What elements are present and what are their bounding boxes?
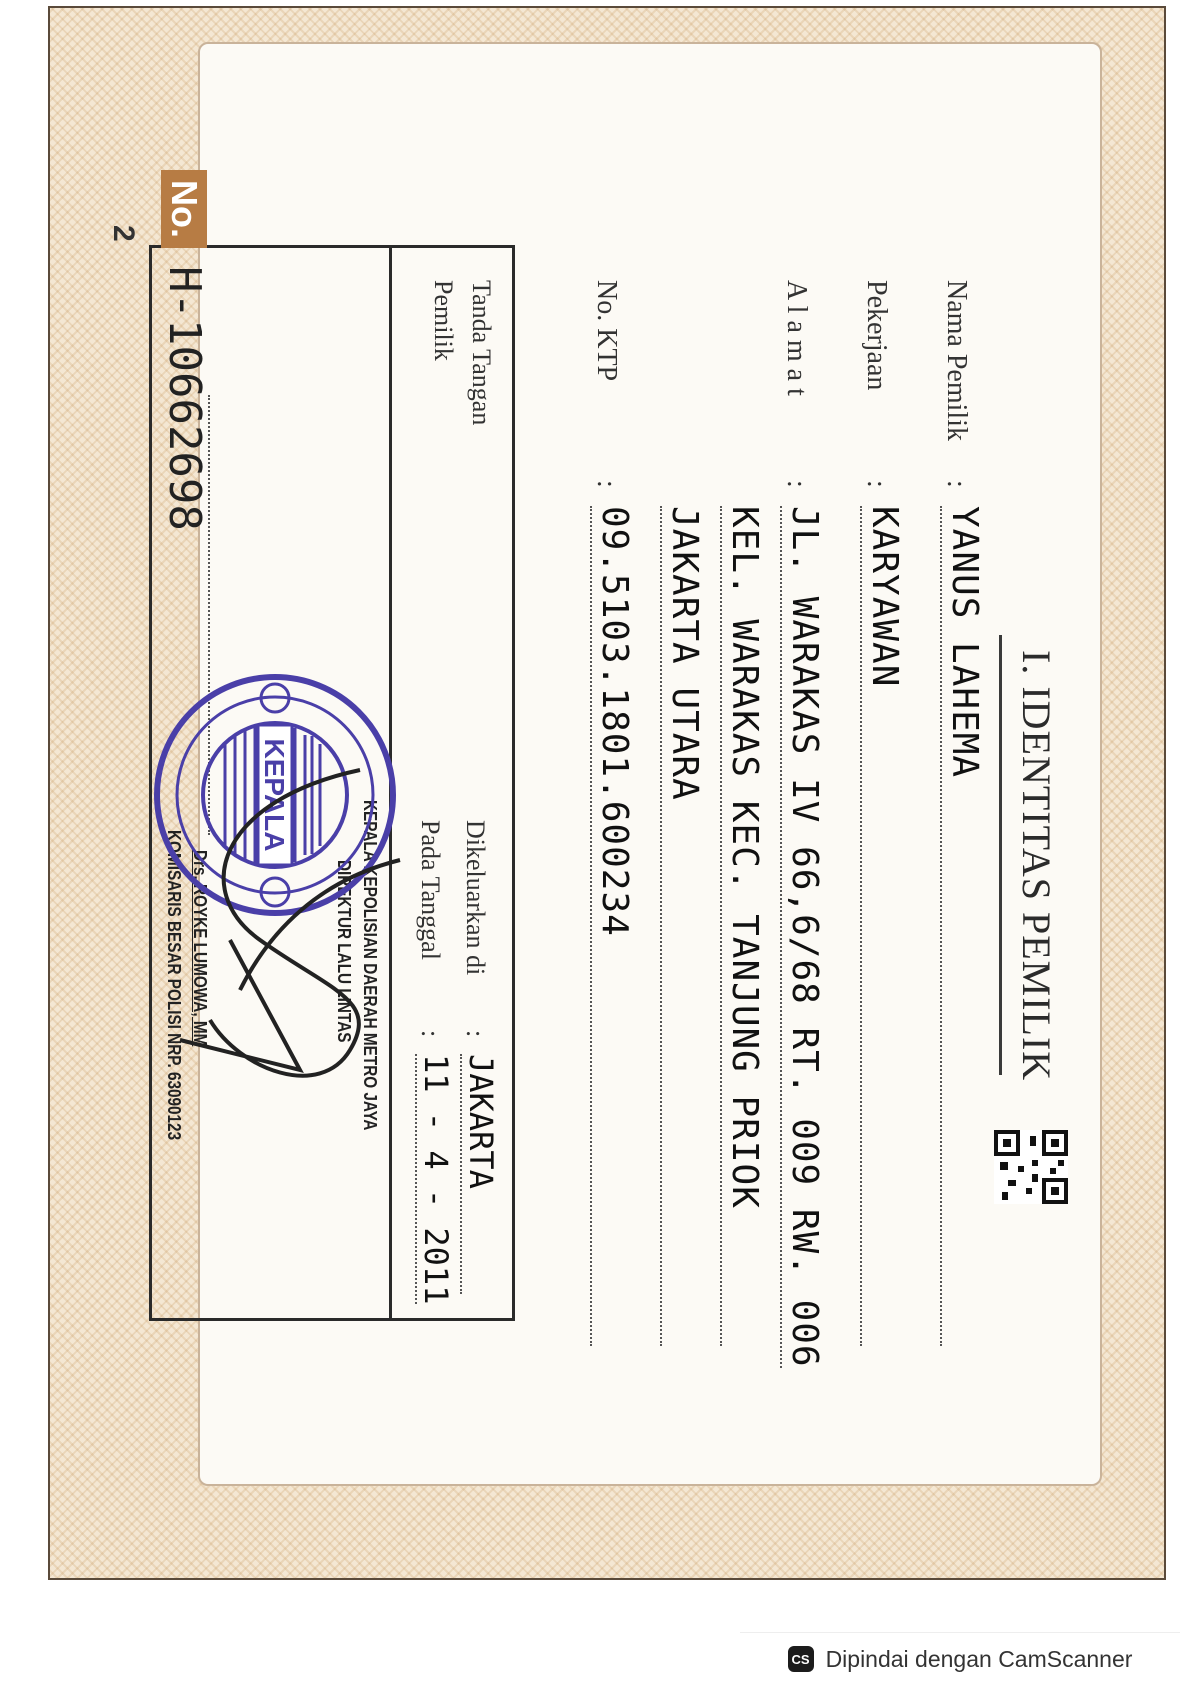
stamp-label: KEPALA [259,738,290,852]
page-number: 2 [107,225,140,242]
field-colon: : [941,480,972,488]
document-number-label: No. [162,170,208,248]
field-colon: : [416,1030,445,1038]
scanned-page [48,6,1166,1580]
official-name: Drs. ROYKE LUMOWA, MM [190,850,210,1047]
section-title: I. IDENTITAS PEMILIK [1014,650,1059,1082]
address-line-2: KEL. WARAKAS KEC. TANJUNG PRIOK [720,506,765,1346]
official-title-line2: DIREKTUR LALU LINTAS [334,860,354,1043]
field-colon: : [861,480,892,488]
camscanner-footer [740,1632,1180,1685]
signature-label-line2: Pemilik [429,280,458,361]
issued-date-label: Pada Tanggal [416,820,445,960]
document-number-value: H-10662698 [159,266,210,531]
field-label: A l a m a t [781,280,812,396]
address-line-1: JL. WARAKAS IV 66,6/68 RT. 009 RW. 006 [780,506,825,1368]
occupation-value: KARYAWAN [860,506,905,1346]
address-line-3: JAKARTA UTARA [660,506,705,1346]
owner-name-value: YANUS LAHEMA [940,506,985,1346]
issued-date-value: 11 - 4 - 2011 [417,1054,455,1305]
camscanner-text: Dipindai dengan CamScanner [825,1645,1133,1672]
field-colon: : [781,480,812,488]
field-colon: : [461,1030,490,1038]
ktp-number-value: 09.5103.1801.600234 [590,506,635,1346]
page-border [48,6,1166,1580]
official-rank: KOMISARIS BESAR POLISI NRP. 63090123 [164,830,184,1141]
issued-at-label: Dikeluarkan di [461,820,490,976]
field-label: Nama Pemilik [941,280,972,441]
field-label: Pekerjaan [861,280,892,391]
signature-label-line1: Tanda Tangan [467,280,496,426]
issued-at-value: JAKARTA [460,1054,500,1294]
official-title-line1: KEPALA KEPOLISIAN DAERAH METRO JAYA [360,800,380,1131]
field-label: No. KTP [591,280,622,382]
camscanner-logo-icon: CS [788,1646,814,1672]
field-colon: : [591,480,622,488]
